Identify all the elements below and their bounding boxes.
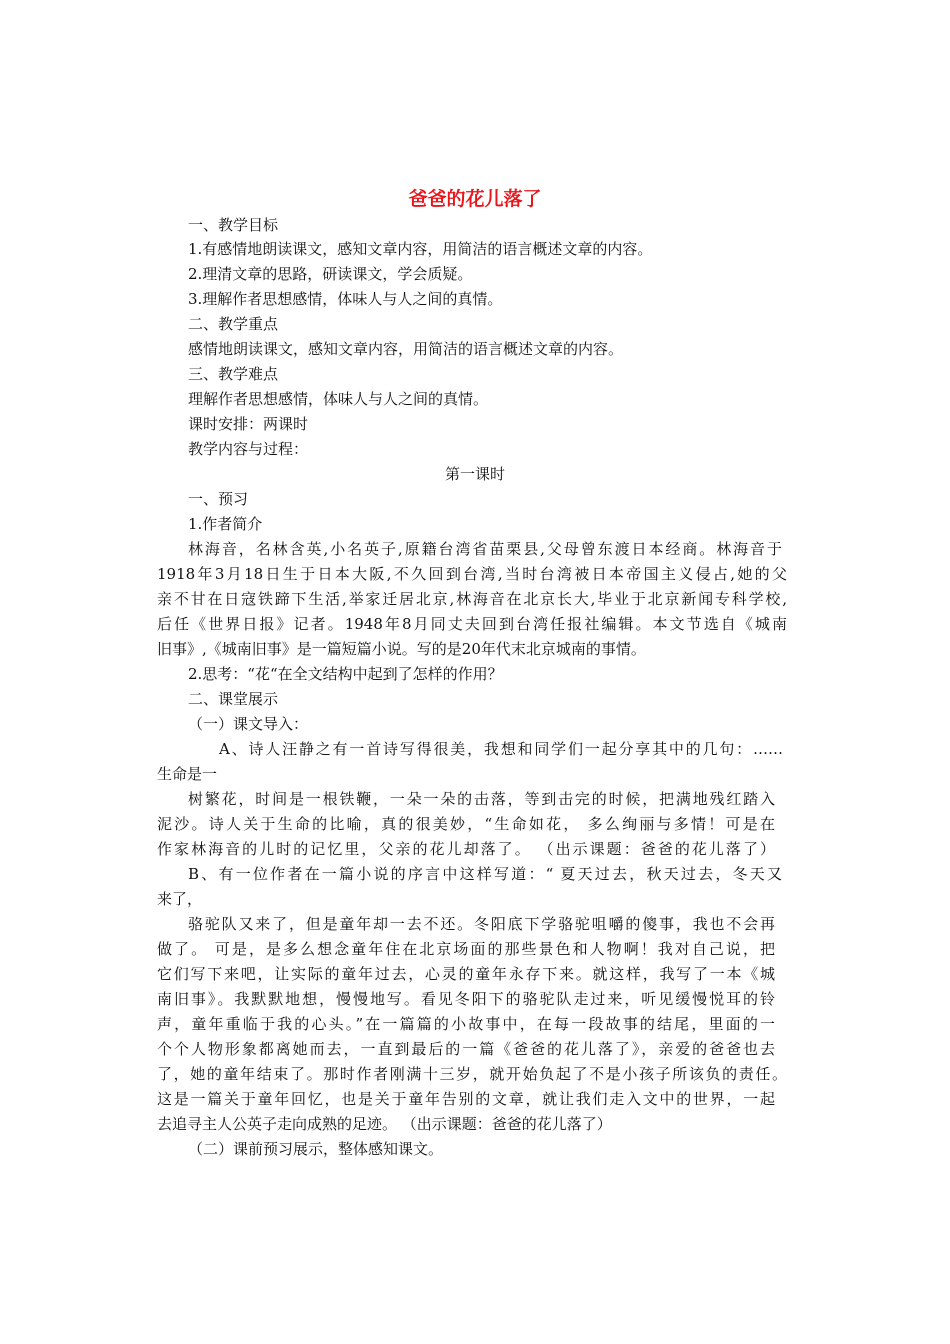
- process-heading: 教学内容与过程：: [188, 440, 309, 458]
- author-paragraph-line: 后任《世界日报》记者。1948年8月同丈夫回到台湾任报社编辑。本文节选自《城南: [157, 615, 787, 633]
- intro-b-line: 它们写下来吧，让实际的童年过去，心灵的童年永存下来。就这样，我写了一本《城: [157, 965, 775, 983]
- thinking-question: 2.思考：“花“在全文结构中起到了怎样的作用？: [188, 665, 503, 683]
- heading-key-points: 二、教学重点: [188, 315, 279, 333]
- intro-b-line: 声，童年重临于我的心头。”在一篇篇的小故事中，在每一段故事的结尾，里面的一: [157, 1015, 775, 1033]
- goal-item: 1.有感情地朗读课文，感知文章内容，用简洁的语言概述文章的内容。: [188, 240, 653, 258]
- author-paragraph-line: 亲不甘在日寇铁蹄下生活,举家迁居北京,林海音在北京长大,毕业于北京新闻专科学校,: [157, 590, 787, 608]
- intro-a-line: 生命是一: [157, 765, 218, 783]
- intro-b-line: 做了。 可是，是多么想念童年住在北京场面的那些景色和人物啊！我对自己说，把: [157, 940, 775, 958]
- heading-teaching-goals: 一、教学目标: [188, 216, 279, 234]
- intro-a-line: 泥沙。诗人关于生命的比喻，真的很美妙，“生命如花， 多么绚丽与多情！可是在: [157, 815, 775, 833]
- author-intro-heading: 1.作者简介: [188, 515, 263, 533]
- heading-difficulties: 三、教学难点: [188, 365, 279, 383]
- subheading-preview-display: （二）课前预习展示，整体感知课文。: [188, 1140, 444, 1158]
- intro-a-line: A、诗人汪静之有一首诗写得很美，我想和同学们一起分享其中的几句：……: [219, 740, 783, 758]
- goal-item: 3.理解作者思想感情，体味人与人之间的真情。: [188, 290, 503, 308]
- intro-b-line: 骆驼队又来了，但是童年却一去不还。冬阳底下学骆驼咀嚼的傻事，我也不会再: [188, 915, 775, 933]
- heading-classroom: 二、课堂展示: [188, 690, 279, 708]
- intro-b-line: 这是一篇关于童年回忆，也是关于童年告别的文章，就让我们走入文中的世界，一起: [157, 1090, 775, 1108]
- goal-item: 2.理清文章的思路，研读课文，学会质疑。: [188, 265, 473, 283]
- intro-b-line: B、有一位作者在一篇小说的序言中这样写道：“ 夏天过去，秋天过去，冬天又: [188, 865, 782, 883]
- author-paragraph-line: 旧事》,《城南旧事》是一篇短篇小说。写的是20年代末北京城南的事情。: [157, 640, 646, 658]
- subheading-intro: （一）课文导入：: [188, 715, 309, 733]
- intro-b-line: 南旧事》。我默默地想，慢慢地写。看见冬阳下的骆驼队走过来，听见缓慢悦耳的铃: [157, 990, 775, 1008]
- key-point-text: 感情地朗读课文，感知文章内容，用简洁的语言概述文章的内容。: [188, 340, 624, 358]
- intro-a-line: 作家林海音的儿时的记忆里，父亲的花儿却落了。 （出示课题：爸爸的花儿落了）: [157, 840, 775, 858]
- intro-b-line: 了，她的童年结束了。那时作者刚满十三岁，就开始负起了不是小孩子所该负的责任。: [157, 1065, 787, 1083]
- schedule-text: 课时安排：两课时: [188, 415, 309, 433]
- lesson-heading: 第一课时: [444, 465, 505, 483]
- intro-b-line: 来了，: [157, 890, 203, 908]
- document-title: 爸爸的花儿落了: [408, 188, 542, 210]
- intro-b-line: 去追寻主人公英子走向成熟的足迹。 （出示课题：爸爸的花儿落了）: [157, 1115, 612, 1133]
- heading-preview: 一、预习: [188, 490, 249, 508]
- intro-b-line: 个个人物形象都离她而去，一直到最后的一篇《爸爸的花儿落了》，亲爱的爸爸也去: [157, 1040, 775, 1058]
- author-paragraph-line: 1918年3月18日生于日本大阪,不久回到台湾,当时台湾被日本帝国主义侵占,她的父: [157, 565, 787, 583]
- author-paragraph-line: 林海音，名林含英,小名英子,原籍台湾省苗栗县,父母曾东渡日本经商。林海音于: [188, 540, 782, 558]
- intro-a-line: 树繁花，时间是一根铁鞭，一朵一朵的击落，等到击完的时候，把满地残红踏入: [188, 790, 775, 808]
- difficulty-text: 理解作者思想感情，体味人与人之间的真情。: [188, 390, 489, 408]
